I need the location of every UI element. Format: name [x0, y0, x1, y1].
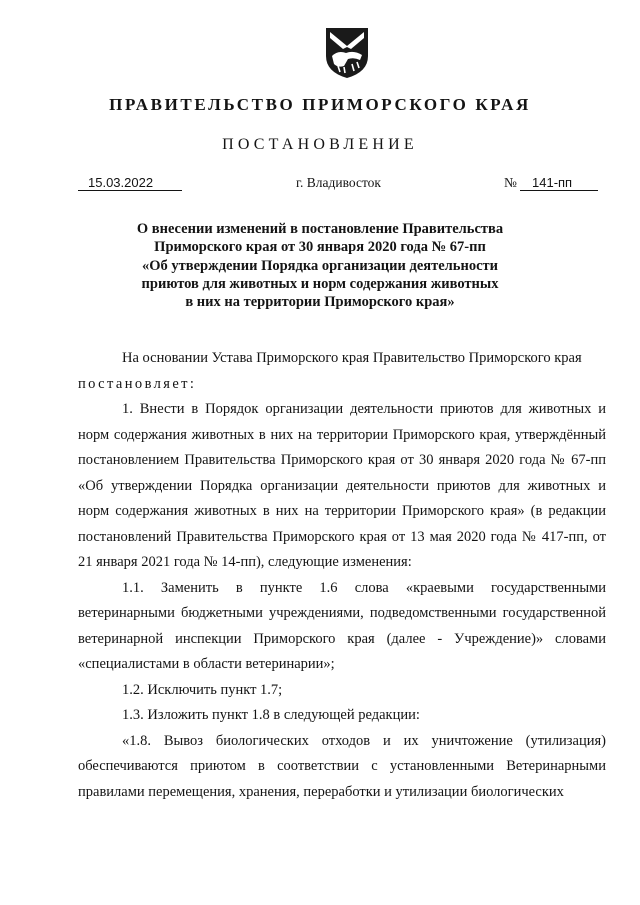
document-body [78, 346, 606, 805]
coat-of-arms-icon [324, 26, 370, 80]
body-paragraph-resolves: постановляет: [78, 375, 197, 392]
body-paragraph-item-1-2: 1.2. Исключить пункт 1.7; [122, 681, 283, 698]
document-heading [100, 220, 540, 311]
body-paragraph-item-1-3: 1.3. Изложить пункт 1.8 в следующей редакции: [122, 707, 420, 723]
body-paragraph-quote-1-8: «1.8. Вывоз биологических отходов и их уничтожение (утилизация) обеспечиваются приютом в соответствии с установленными Ветеринарными правилами перемещения, хранения, переработки и утилизации биологических [78, 732, 606, 800]
number-sign: № [504, 175, 517, 190]
heading-line: «Об утверждении Порядка организации деятельности [142, 257, 498, 274]
heading-line: О внесении изменений в постановление Правительства [136, 221, 504, 237]
body-paragraph-item-1-1: 1.1. Заменить в пункте 1.6 слова «краевыми государственными ветеринарными бюджетными учреждениями, подведомственными государственной ветеринарной инспекции Приморского края (далее - Учреждение)» словами «специалистами в области ветеринарии»; [78, 579, 606, 672]
document-type: ПОСТАНОВЛЕНИЕ [222, 136, 418, 153]
heading-line: приютов для животных и норм содержания животных [141, 275, 499, 292]
government-title: ПРАВИТЕЛЬСТВО ПРИМОРСКОГО КРАЯ [109, 95, 531, 114]
heading-line: Приморского края от 30 января 2020 года № 67-пп [154, 239, 486, 256]
body-paragraph-item-1: 1. Внести в Порядок организации деятельности приютов для животных и норм содержания животных в них на территории Приморского края, утверждённый постановлением Правительства Приморского края от 30 января 2020 года № 67-пп «Об утверждении Порядка организации деятельности приютов для животных и норм содержания животных в них на территории Приморского края» (в редакции постановлений Правительства Приморского края от 13 мая 2020 года № 417-пп, от 21 января 2021 года № 14-пп), следующие изменения: [78, 401, 606, 570]
body-paragraph-basis: На основании Устава Приморского края Правительство Приморского края [122, 350, 582, 366]
document-city: г. Владивосток [296, 175, 381, 190]
document-number: 141-пп [520, 175, 598, 191]
document-date: 15.03.2022 [78, 175, 182, 191]
heading-line: в них на территории Приморского края» [185, 294, 455, 311]
